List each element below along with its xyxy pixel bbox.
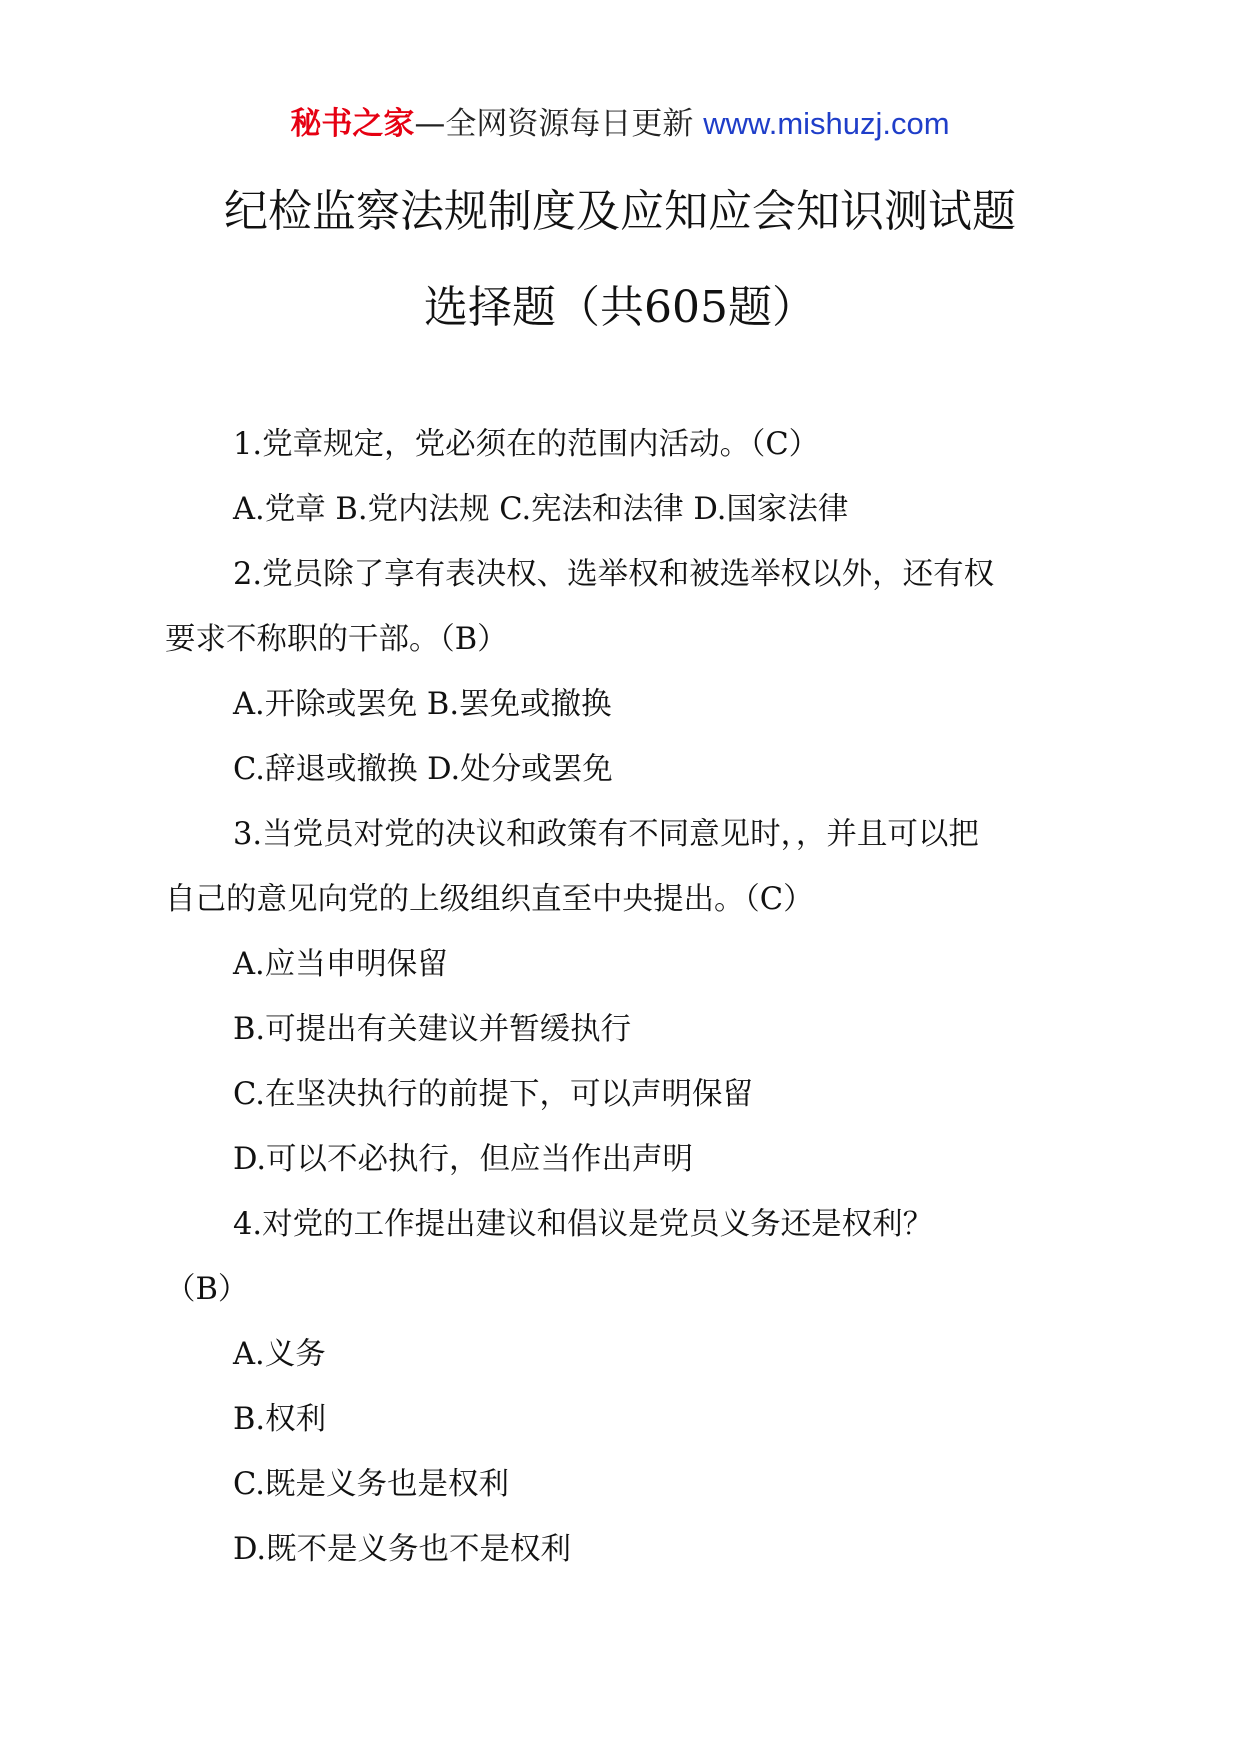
question-list <box>165 412 1070 1582</box>
question-stem: 2.党员除了享有表决权、选举权和被选举权以外，还有权 <box>233 557 995 592</box>
site-slogan: —全网资源每日更新 <box>414 106 694 142</box>
document-title: 纪检监察法规制度及应知应会知识测试题 <box>224 186 1016 237</box>
question-stem-continuation: 自己的意见向党的上级组织直至中央提出。（C） <box>165 882 814 917</box>
answer-option: C.既是义务也是权利 <box>233 1467 509 1502</box>
answer-option: D.既不是义务也不是权利 <box>233 1532 572 1567</box>
document-subtitle: 选择题（共605题） <box>424 282 816 333</box>
answer-options: A.党章 B.党内法规 C.宪法和法律 D.国家法律 <box>233 492 849 527</box>
question-stem-continuation: （B） <box>165 1272 249 1307</box>
question-stem-continuation: 要求不称职的干部。（B） <box>165 622 508 657</box>
site-header <box>0 100 1240 148</box>
question-stem: 3.当党员对党的决议和政策有不同意见时，，并且可以把 <box>233 817 979 852</box>
answer-options: A.开除或罢免 B.罢免或撤换 <box>233 687 612 722</box>
answer-option: C.在坚决执行的前提下，可以声明保留 <box>233 1077 753 1112</box>
answer-option: A.应当申明保留 <box>233 947 448 982</box>
question-stem: 4.对党的工作提出建议和倡议是党员义务还是权利？ <box>233 1207 934 1242</box>
answer-option: B.可提出有关建议并暂缓执行 <box>233 1012 632 1047</box>
answer-option: D.可以不必执行，但应当作出声明 <box>233 1142 694 1177</box>
answer-option: B.权利 <box>233 1402 327 1437</box>
brand-name: 秘书之家 <box>290 106 415 142</box>
answer-option: A.义务 <box>233 1337 326 1372</box>
answer-options: C.辞退或撤换 D.处分或罢免 <box>233 752 613 787</box>
site-url-link[interactable]: www.mishuzj.com <box>703 106 950 141</box>
question-stem: 1.党章规定，党必须在的范围内活动。（C） <box>233 427 820 462</box>
